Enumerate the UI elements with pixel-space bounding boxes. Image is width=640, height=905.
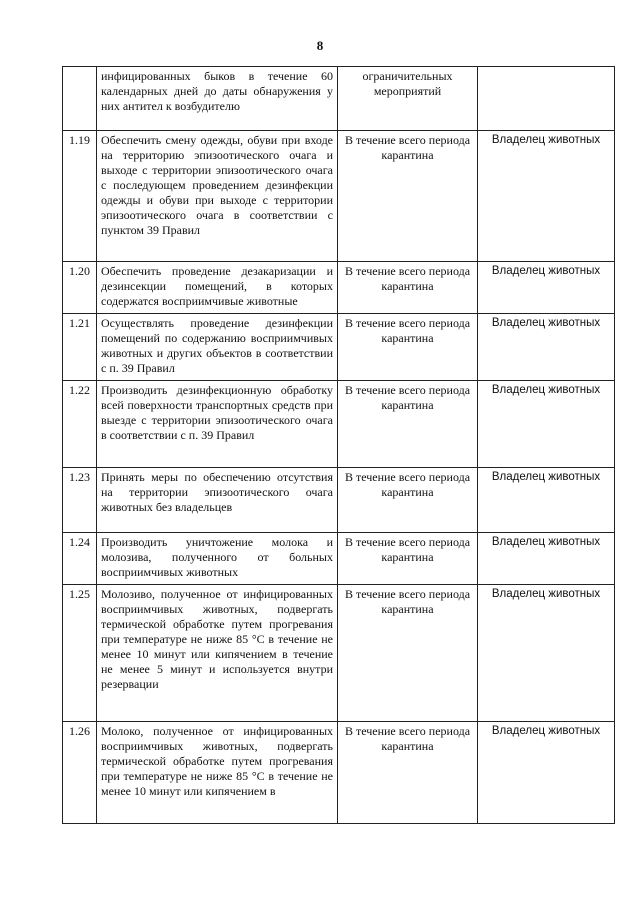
row-number: 1.21 — [63, 314, 97, 381]
responsible-text: Владелец животных — [478, 533, 615, 585]
row-number: 1.22 — [63, 381, 97, 468]
term-text: В течение всего периода карантина — [338, 381, 478, 468]
table-row — [63, 468, 615, 533]
responsible-text: Владелец животных — [478, 262, 615, 314]
term-text: В течение всего периода карантина — [338, 131, 478, 262]
term-text: В течение всего периода карантина — [338, 585, 478, 722]
measure-text: Молозиво, полученное от инфицированных восприимчивых животных, подвергать термической обработке путем прогревания при температуре не ниже 85 °С в течение не менее 10 минут или кипячением в течение не менее 5 минут и используется внутри резервации — [97, 585, 338, 722]
row-number: 1.20 — [63, 262, 97, 314]
measure-text: Осуществлять проведение дезинфекции помещений по содержанию восприимчивых животных и других объектов в соответствии с п. 39 Правил — [97, 314, 338, 381]
table-row — [63, 533, 615, 585]
responsible-text: Владелец животных — [478, 585, 615, 722]
row-number: 1.23 — [63, 468, 97, 533]
measure-text: Принять меры по обеспечению отсутствия на территории эпизоотического очага животных без владельцев — [97, 468, 338, 533]
table-row — [63, 131, 615, 262]
table-row — [63, 722, 615, 824]
responsible-text: Владелец животных — [478, 381, 615, 468]
row-number: 1.19 — [63, 131, 97, 262]
row-number: 1.25 — [63, 585, 97, 722]
row-number — [63, 67, 97, 131]
responsible-text: Владелец животных — [478, 468, 615, 533]
measure-text: Молоко, полученное от инфицированных восприимчивых животных, подвергать термической обработке путем прогревания при температуре не ниже 85 °С в течение не менее 10 минут или кипячением в — [97, 722, 338, 824]
page-number: 8 — [316, 38, 324, 53]
term-text: В течение всего периода карантина — [338, 722, 478, 824]
row-number: 1.24 — [63, 533, 97, 585]
table-row — [63, 67, 615, 131]
measure-text: Обеспечить смену одежды, обуви при входе на территорию эпизоотического очага и выходе с территории эпизоотического очага с последующем проведением дезинфекции одежды и обуви при выходе с территории эпизоотического очага в соответствии с пунктом 39 Правил — [97, 131, 338, 262]
measure-text: Обеспечить проведение дезакаризации и дезинсекции помещений, в которых содержатся восприимчивые животные — [97, 262, 338, 314]
table-row — [63, 314, 615, 381]
row-number: 1.26 — [63, 722, 97, 824]
term-text: В течение всего периода карантина — [338, 314, 478, 381]
term-text: В течение всего периода карантина — [338, 262, 478, 314]
responsible-text: Владелец животных — [478, 131, 615, 262]
term-text: ограничительных мероприятий — [338, 67, 478, 131]
term-text: В течение всего периода карантина — [338, 533, 478, 585]
responsible-text — [478, 67, 615, 131]
measures-table — [62, 66, 615, 824]
responsible-text: Владелец животных — [478, 722, 615, 824]
table-row — [63, 262, 615, 314]
measure-text: Производить уничтожение молока и молозива, полученного от больных восприимчивых животных — [97, 533, 338, 585]
table-row — [63, 381, 615, 468]
table-row — [63, 585, 615, 722]
measure-text: инфицированных быков в течение 60 календарных дней до даты обнаружения у них антител к возбудителю — [97, 67, 338, 131]
measure-text: Производить дезинфекционную обработку всей поверхности транспортных средств при выезде с территории эпизоотического очага в соответствии с п. 39 Правил — [97, 381, 338, 468]
responsible-text: Владелец животных — [478, 314, 615, 381]
term-text: В течение всего периода карантина — [338, 468, 478, 533]
